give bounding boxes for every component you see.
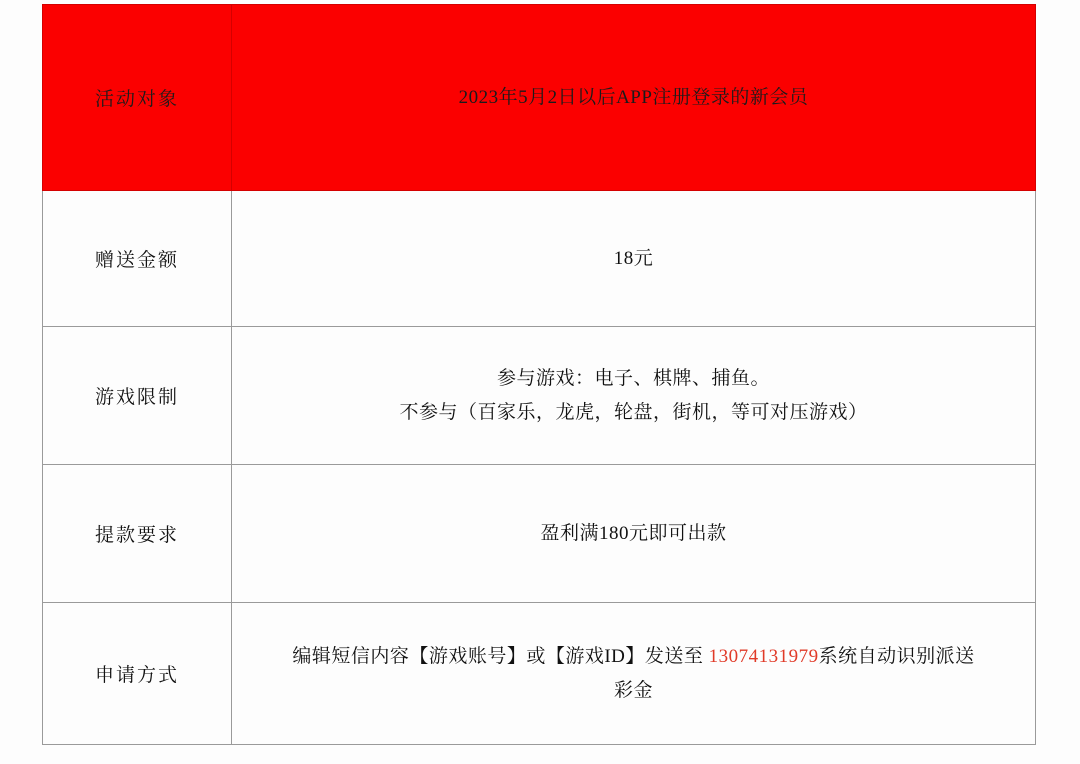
row-value-game-restriction bbox=[232, 327, 1036, 465]
contact-phone-number: 13074131979 bbox=[708, 646, 819, 668]
row-label-withdrawal-requirement: 提款要求 bbox=[43, 465, 232, 603]
value-line: 盈利满180元即可出款 bbox=[540, 522, 727, 544]
row-value-bonus-amount bbox=[232, 191, 1036, 327]
value-text-part: 编辑短信内容【游戏账号】或【游戏ID】发送至 bbox=[292, 646, 709, 668]
value-line: 参与游戏：电子、棋牌、捕鱼。 bbox=[496, 368, 770, 390]
row-value-activity-target bbox=[232, 5, 1036, 191]
table-row bbox=[43, 327, 1036, 465]
table-row bbox=[43, 5, 1036, 191]
value-line: 不参与（百家乐，龙虎，轮盘，街机，等可对压游戏） bbox=[399, 401, 868, 423]
table-row bbox=[43, 603, 1036, 745]
value-text-part: 系统自动识别派送 bbox=[818, 646, 975, 668]
row-value-application-method bbox=[232, 603, 1036, 745]
row-label-bonus-amount: 赠送金额 bbox=[43, 191, 232, 327]
row-label-activity-target: 活动对象 bbox=[43, 5, 232, 191]
value-line: 18元 bbox=[613, 247, 654, 269]
row-label-game-restriction: 游戏限制 bbox=[43, 327, 232, 465]
promotion-terms-table bbox=[42, 4, 1036, 745]
table-row bbox=[43, 191, 1036, 327]
table-row bbox=[43, 465, 1036, 603]
row-value-withdrawal-requirement bbox=[232, 465, 1036, 603]
value-line: 2023年5月2日以后APP注册登录的新会员 bbox=[458, 86, 809, 108]
row-label-application-method: 申请方式 bbox=[43, 603, 232, 745]
value-line: 彩金 bbox=[613, 679, 653, 701]
